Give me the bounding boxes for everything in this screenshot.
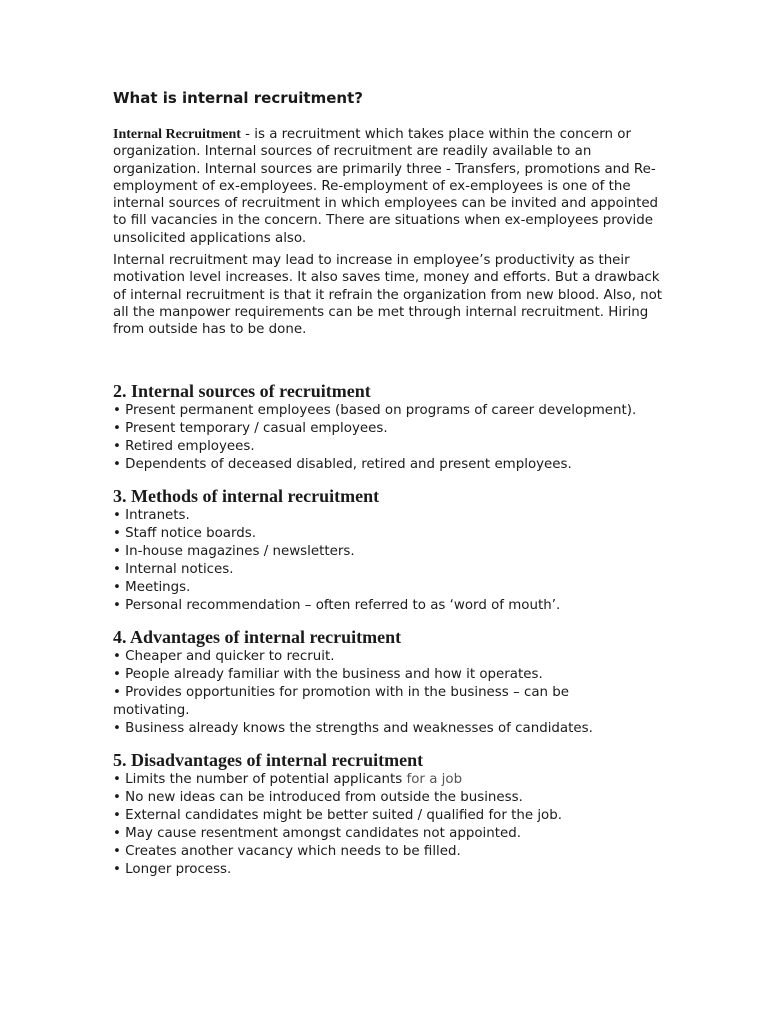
bullet-mark: • [113, 420, 121, 436]
section-methods [113, 486, 673, 615]
list-item-suffix: for a job [402, 771, 463, 787]
section-title: 4. Advantages of internal recruitment [113, 626, 402, 647]
list-item [113, 861, 673, 879]
list-item [113, 456, 673, 474]
bullet-mark: • [113, 684, 121, 700]
bullet-mark: • [113, 525, 121, 541]
list-item [113, 807, 673, 825]
intro-paragraph-1 [113, 126, 673, 247]
page-title: What is internal recruitment? [113, 89, 363, 107]
bullet-mark: • [113, 543, 121, 559]
list-item-text: No new ideas can be introduced from outside the business. [125, 789, 523, 805]
section-advantages [113, 627, 673, 738]
list-item-text: Limits the number of potential applicants [125, 771, 403, 787]
list-item-text: People already familiar with the business and how it operates. [125, 666, 543, 682]
list-item-text: Meetings. [125, 579, 191, 595]
section-disadvantages [113, 750, 673, 879]
bullet-mark: • [113, 438, 121, 454]
list-item [113, 579, 673, 597]
list-item [113, 525, 673, 543]
list-item [113, 402, 673, 420]
intro-paragraph-1-text: - is a recruitment which takes place within the concern or organization. Internal sources of recruitment are readily available to an organization. Internal sources are primarily three - Transfers, promotions and Re-employment of ex-employees. Re-employment of ex-employees is one of the internal sources of recruitment in which employees can be invited and appointed to fill vacancies in the concern. There are situations when ex-employees provide unsolicited applications also. [113, 127, 659, 246]
list-item [113, 507, 673, 525]
list-item [113, 825, 673, 843]
bullet-mark: • [113, 720, 121, 736]
section-title: 3. Methods of internal recruitment [113, 485, 380, 506]
intro-paragraph-2: Internal recruitment may lead to increase in employee’s productivity as their motivation level increases. It also saves time, money and efforts. But a drawback of internal recruitment is that it refrain the organization from new blood. Also, not all the manpower requirements can be met through internal recruitment. Hiring from outside has to be done. [113, 253, 663, 338]
bullet-mark: • [113, 402, 121, 418]
bullet-mark: • [113, 807, 121, 823]
section-title: 5. Disadvantages of internal recruitment [113, 749, 424, 770]
bullet-mark: • [113, 561, 121, 577]
document-page [113, 88, 673, 879]
list-item-text: Staff notice boards. [125, 525, 257, 541]
intro-term: Internal Recruitment [113, 127, 241, 142]
bullet-mark: • [113, 861, 121, 877]
list-item [113, 771, 673, 789]
list-item [113, 438, 673, 456]
bullet-list [113, 507, 673, 615]
list-item-text: Business already knows the strengths and weaknesses of candidates. [125, 720, 593, 736]
list-item-text: Dependents of deceased disabled, retired and present employees. [125, 456, 572, 472]
list-item [113, 420, 673, 438]
bullet-list [113, 648, 673, 738]
list-item-text: Intranets. [125, 507, 190, 523]
list-item [113, 666, 673, 684]
bullet-mark: • [113, 771, 121, 787]
section-internal-sources [113, 381, 673, 474]
bullet-mark: • [113, 825, 121, 841]
bullet-list [113, 402, 673, 474]
list-item-text: Personal recommendation – often referred to as ‘word of mouth’. [125, 597, 561, 613]
bullet-mark: • [113, 456, 121, 472]
list-item [113, 561, 673, 579]
list-item [113, 720, 673, 738]
bullet-mark: • [113, 597, 121, 613]
list-item [113, 597, 673, 615]
list-item-text: Longer process. [125, 861, 232, 877]
list-item-text: May cause resentment amongst candidates not appointed. [125, 825, 521, 841]
list-item-text: Creates another vacancy which needs to be filled. [125, 843, 461, 859]
bullet-mark: • [113, 507, 121, 523]
list-item [113, 684, 583, 720]
list-item-text: Internal notices. [125, 561, 234, 577]
list-item-text: Present temporary / casual employees. [125, 420, 388, 436]
list-item [113, 648, 673, 666]
list-item [113, 843, 673, 861]
list-item [113, 789, 673, 807]
list-item-text: Present permanent employees (based on programs of career development). [125, 402, 637, 418]
bullet-mark: • [113, 789, 121, 805]
list-item-text: External candidates might be better suited / qualified for the job. [125, 807, 563, 823]
list-item-text: Retired employees. [125, 438, 255, 454]
list-item-text: Cheaper and quicker to recruit. [125, 648, 335, 664]
bullet-mark: • [113, 843, 121, 859]
bullet-mark: • [113, 579, 121, 595]
list-item [113, 543, 673, 561]
bullet-mark: • [113, 648, 121, 664]
bullet-mark: • [113, 666, 121, 682]
list-item-text: Provides opportunities for promotion with in the business – can be motivating. [113, 684, 570, 718]
list-item-text: In-house magazines / newsletters. [125, 543, 355, 559]
bullet-list [113, 771, 673, 879]
section-title: 2. Internal sources of recruitment [113, 380, 371, 401]
